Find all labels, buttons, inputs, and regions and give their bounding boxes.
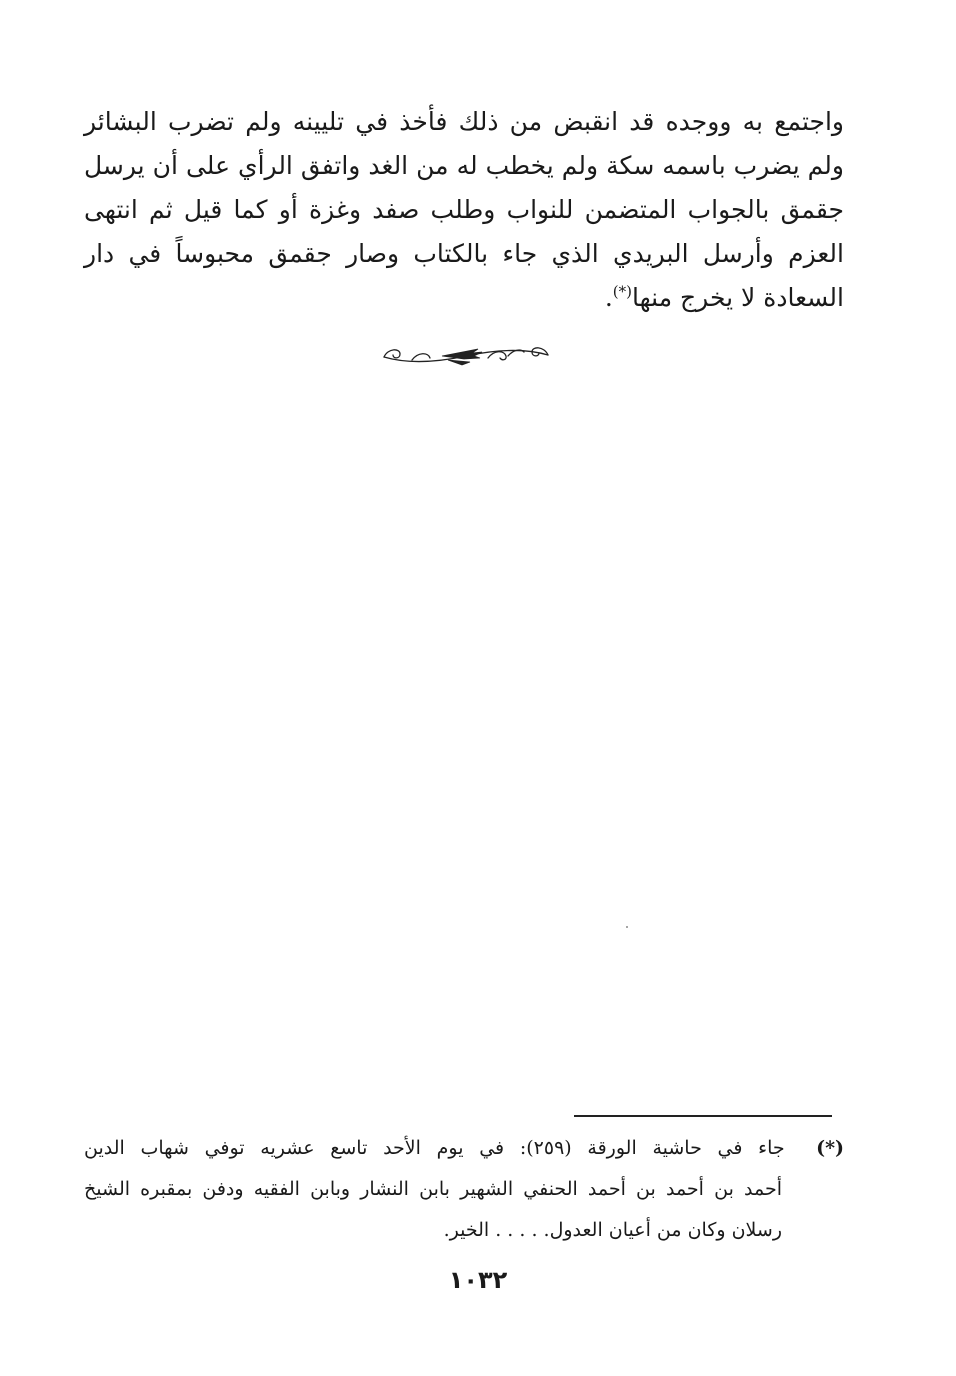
footnote-marker: (*) [816,1137,844,1159]
main-text-line: السعادة لا يخرج منها [632,283,844,312]
main-text-line: ولم يضرب باسمه سكة ولم يخطب له من الغد واتفق الرأي على أن يرسل [84,151,844,180]
footnote-block [84,1128,844,1251]
decorative-ornament [378,338,554,372]
footnote-divider [574,1115,832,1117]
footnote-reference-mark: (*) [612,282,633,301]
footnote-line: رسلان وكان من أعيان العدول. . . . . الخير. [443,1219,782,1241]
main-text-line: واجتمع به ووجده قد انقبض من ذلك فأخذ في تليينه ولم تضرب البشائر [84,107,844,136]
footnote-text: جاء في حاشية الورقة (٢٥٩): في يوم الأحد تاسع عشريه توفي شهاب الدين [84,1137,785,1159]
scan-speck [626,926,628,928]
main-text-line: العزم وأرسل البريدي الذي جاء بالكتاب وصار جقمق محبوساً في دار [84,239,844,268]
main-text-last-line [84,276,844,320]
end-period: . [604,283,613,312]
footnote-line [84,1128,844,1169]
main-text-line: جقمق بالجواب المتضمن للنواب وطلب صفد وغزة أو كما قيل ثم انتهى [84,195,844,224]
page-number: ١٠٣٢ [448,1266,508,1294]
main-text-block [84,100,844,320]
footnote-line: أحمد بن أحمد بن أحمد الحنفي الشهير بابن النشار وبابن الفقيه ودفن بمقبره الشيخ [84,1178,782,1200]
